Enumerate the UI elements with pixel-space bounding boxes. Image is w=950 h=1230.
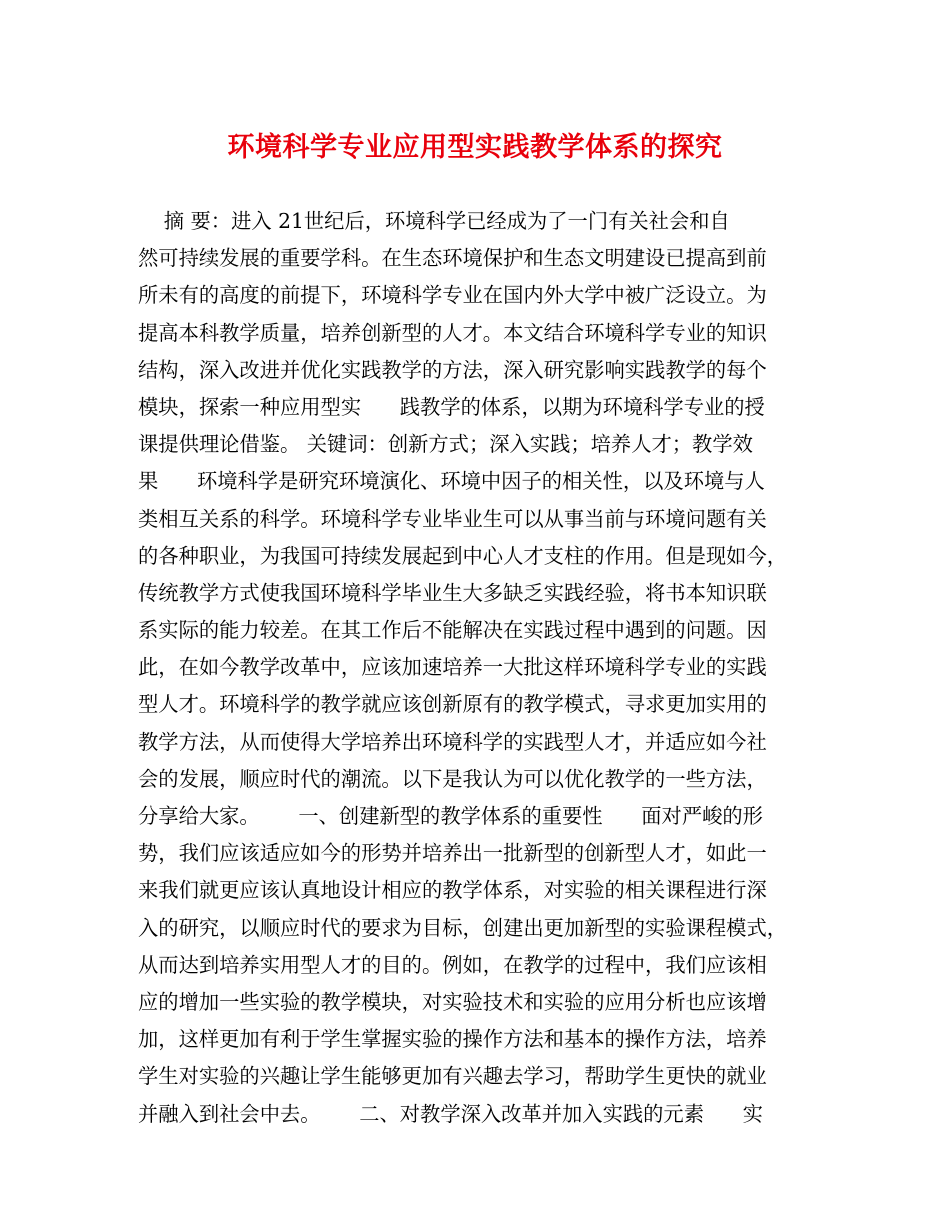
body-line: 加，这样更加有利于学生掌握实验的操作方法和基本的操作方法，培养	[138, 1027, 767, 1052]
body-line: 此，在如今教学改革中，应该加速培养一大批这样环境科学专业的实践	[138, 655, 767, 680]
body-line: 结构，深入改进并优化实践教学的方法，深入研究影响实践教学的每个	[138, 357, 767, 382]
body-line: 来我们就更应该认真地设计相应的教学体系，对实验的相关课程进行深	[138, 878, 767, 903]
body-line: 类相互关系的科学。环境科学专业毕业生可以从事当前与环境问题有关	[138, 506, 767, 531]
body-line: 提高本科教学质量，培养创新型的人才。本文结合环境科学专业的知识	[138, 320, 767, 345]
body-line: 从而达到培养实用型人才的目的。例如，在教学的过程中，我们应该相	[138, 952, 767, 977]
body-line: 应的增加一些实验的教学模块，对实验技术和实验的应用分析也应该增	[138, 989, 767, 1014]
body-line: 系实际的能力较差。在其工作后不能解决在实践过程中遇到的问题。因	[138, 618, 767, 643]
body-line: 型人才。环境科学的教学就应该创新原有的教学模式，寻求更加实用的	[138, 692, 767, 717]
document-title: 环境科学专业应用型实践教学体系的探究	[227, 132, 723, 163]
body-line: 果 环境科学是研究环境演化、环境中因子的相关性，以及环境与人	[138, 469, 765, 494]
body-line: 教学方法，从而使得大学培养出环境科学的实践型人才，并适应如今社	[138, 729, 767, 754]
body-line: 然可持续发展的重要学科。在生态环境保护和生态文明建设已提高到前	[138, 246, 767, 271]
body-line: 传统教学方式使我国环境科学毕业生大多缺乏实践经验，将书本知识联	[138, 580, 767, 605]
body-line: 会的发展，顺应时代的潮流。以下是我认为可以优化教学的一些方法，	[138, 766, 767, 791]
body-line: 课提供理论借鉴。 关键词：创新方式；深入实践；培养人才；教学效	[138, 432, 753, 457]
body-line: 学生对实验的兴趣让学生能够更加有兴趣去学习，帮助学生更快的就业	[138, 1064, 767, 1089]
body-line: 的各种职业，为我国可持续发展起到中心人才支柱的作用。但是现如今，	[138, 543, 788, 568]
body-line: 所未有的高度的前提下，环境科学专业在国内外大学中被广泛设立。为	[138, 283, 767, 308]
document-body	[138, 203, 818, 1133]
body-line: 入的研究，以顺应时代的要求为目标，创建出更加新型的实验课程模式，	[138, 915, 788, 940]
body-line: 模块，探索一种应用型实 践教学的体系，以期为环境科学专业的授	[138, 394, 765, 419]
body-line: 势，我们应该适应如今的形势并培养出一批新型的创新型人才，如此一	[138, 841, 767, 866]
body-line: 摘 要：进入 21世纪后，环境科学已经成为了一门有关社会和自	[138, 209, 730, 233]
body-line: 分享给大家。 一、创建新型的教学体系的重要性 面对严峻的形	[138, 804, 763, 828]
body-line: 并融入到社会中去。 二、对教学深入改革并加入实践的元素 实	[138, 1101, 763, 1126]
